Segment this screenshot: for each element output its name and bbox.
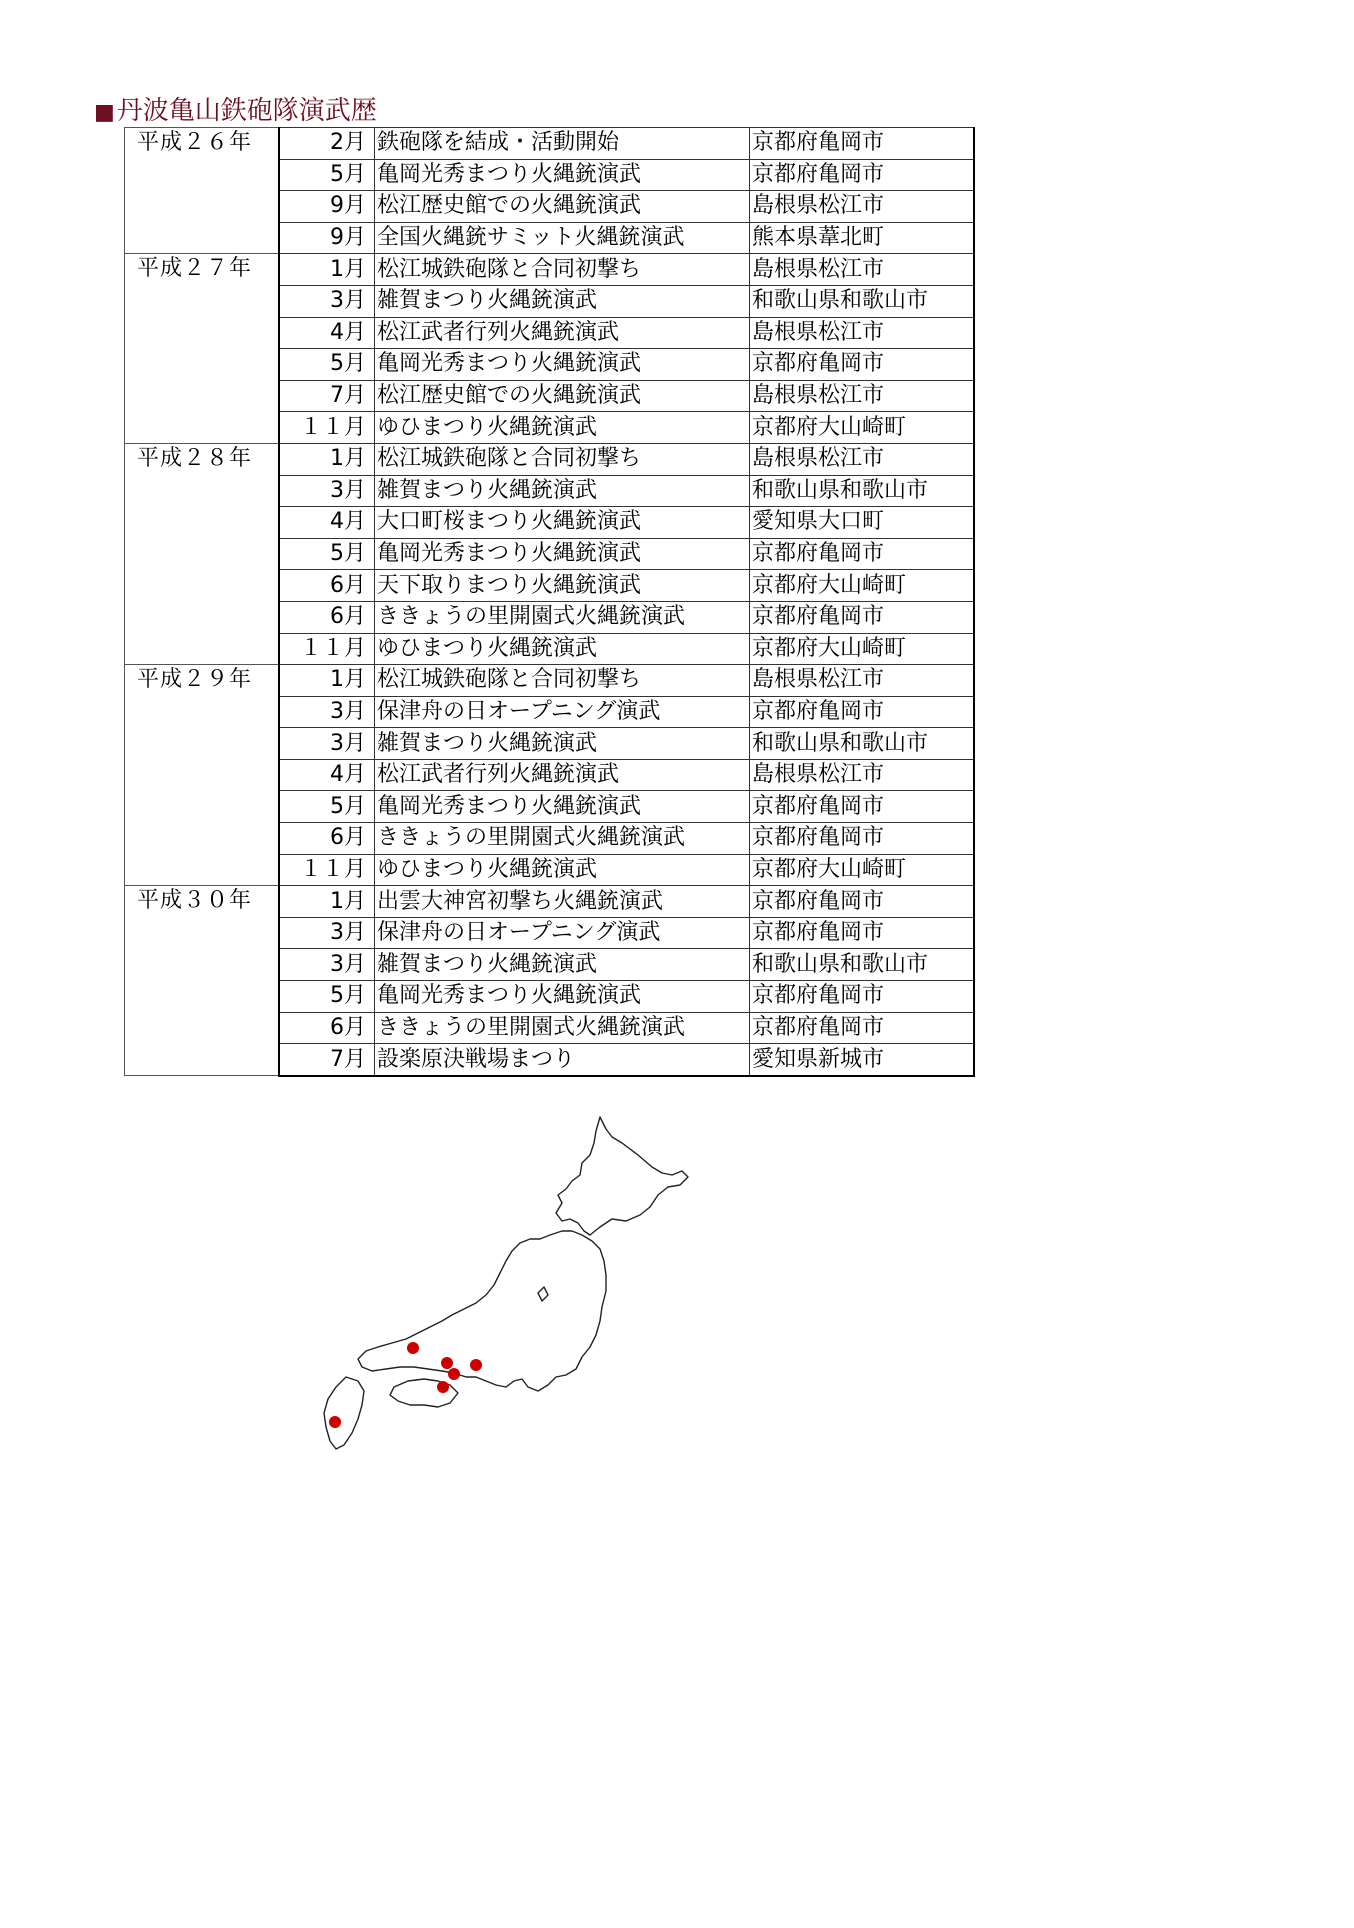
marker-matsue [407, 1342, 419, 1354]
year-cell: 平成３０年 [125, 886, 280, 1076]
month-cell: 3月 [279, 285, 375, 317]
table-row [125, 254, 975, 286]
year-cell: 平成２７年 [125, 254, 280, 444]
place-cell: 島根県松江市 [750, 317, 975, 349]
event-cell: 亀岡光秀まつり火縄銃演武 [375, 349, 750, 381]
month-cell: 5月 [279, 349, 375, 381]
month-cell: 7月 [279, 380, 375, 412]
month-cell: １１月 [279, 854, 375, 886]
place-cell: 京都府大山崎町 [750, 854, 975, 886]
page-title [94, 90, 377, 127]
event-cell: 松江武者行列火縄銃演武 [375, 317, 750, 349]
table-row [125, 886, 975, 918]
event-cell: 松江城鉄砲隊と合同初撃ち [375, 443, 750, 475]
event-cell: 雑賀まつり火縄銃演武 [375, 475, 750, 507]
month-cell: 3月 [279, 475, 375, 507]
month-cell: 6月 [279, 601, 375, 633]
month-cell: 5月 [279, 538, 375, 570]
event-cell: 亀岡光秀まつり火縄銃演武 [375, 981, 750, 1013]
event-cell: 亀岡光秀まつり火縄銃演武 [375, 159, 750, 191]
history-table [124, 127, 975, 1077]
table-row [125, 665, 975, 697]
place-cell: 京都府亀岡市 [750, 601, 975, 633]
table-row [125, 443, 975, 475]
place-cell: 和歌山県和歌山市 [750, 949, 975, 981]
event-cell: 松江武者行列火縄銃演武 [375, 759, 750, 791]
year-cell: 平成２６年 [125, 128, 280, 254]
place-cell: 京都府亀岡市 [750, 349, 975, 381]
month-cell: 1月 [279, 886, 375, 918]
event-cell: 松江歴史館での火縄銃演武 [375, 191, 750, 223]
place-cell: 京都府大山崎町 [750, 633, 975, 665]
month-cell: １１月 [279, 633, 375, 665]
place-cell: 和歌山県和歌山市 [750, 285, 975, 317]
month-cell: 1月 [279, 665, 375, 697]
marker-kameoka [441, 1357, 453, 1369]
month-cell: 1月 [279, 254, 375, 286]
place-cell: 京都府大山崎町 [750, 412, 975, 444]
place-cell: 京都府亀岡市 [750, 696, 975, 728]
month-cell: 7月 [279, 1044, 375, 1076]
month-cell: 9月 [279, 222, 375, 254]
event-cell: ゆひまつり火縄銃演武 [375, 412, 750, 444]
year-cell: 平成２９年 [125, 665, 280, 886]
place-cell: 京都府亀岡市 [750, 917, 975, 949]
month-cell: 3月 [279, 728, 375, 760]
event-cell: 松江歴史館での火縄銃演武 [375, 380, 750, 412]
place-cell: 京都府亀岡市 [750, 791, 975, 823]
month-cell: 4月 [279, 507, 375, 539]
month-cell: 4月 [279, 317, 375, 349]
place-cell: 島根県松江市 [750, 443, 975, 475]
event-cell: 松江城鉄砲隊と合同初撃ち [375, 254, 750, 286]
place-cell: 愛知県新城市 [750, 1044, 975, 1076]
place-cell: 京都府亀岡市 [750, 128, 975, 160]
place-cell: 京都府亀岡市 [750, 886, 975, 918]
month-cell: 6月 [279, 823, 375, 855]
month-cell: 5月 [279, 791, 375, 823]
marker-oyamazaki [448, 1368, 460, 1380]
place-cell: 島根県松江市 [750, 665, 975, 697]
event-cell: 雑賀まつり火縄銃演武 [375, 285, 750, 317]
place-cell: 京都府亀岡市 [750, 538, 975, 570]
event-cell: 亀岡光秀まつり火縄銃演武 [375, 538, 750, 570]
title-bullet: ■ [94, 100, 115, 125]
marker-wakayama [437, 1381, 449, 1393]
place-cell: 京都府大山崎町 [750, 570, 975, 602]
place-cell: 京都府亀岡市 [750, 1012, 975, 1044]
year-cell: 平成２８年 [125, 443, 280, 664]
event-cell: 雑賀まつり火縄銃演武 [375, 949, 750, 981]
month-cell: 6月 [279, 570, 375, 602]
place-cell: 和歌山県和歌山市 [750, 475, 975, 507]
place-cell: 島根県松江市 [750, 191, 975, 223]
marker-aichi [470, 1359, 482, 1371]
event-cell: ききょうの里開園式火縄銃演武 [375, 601, 750, 633]
place-cell: 京都府亀岡市 [750, 823, 975, 855]
japan-map [300, 1115, 720, 1455]
month-cell: 5月 [279, 981, 375, 1013]
place-cell: 島根県松江市 [750, 759, 975, 791]
event-cell: 松江城鉄砲隊と合同初撃ち [375, 665, 750, 697]
place-cell: 島根県松江市 [750, 254, 975, 286]
event-cell: 鉄砲隊を結成・活動開始 [375, 128, 750, 160]
hokkaido-outline [556, 1117, 688, 1235]
honshu-outline [358, 1231, 606, 1391]
title-text: 丹波亀山鉄砲隊演武歴 [116, 96, 377, 126]
event-cell: 保津舟の日オープニング演武 [375, 696, 750, 728]
place-cell: 熊本県葦北町 [750, 222, 975, 254]
event-cell: ゆひまつり火縄銃演武 [375, 633, 750, 665]
event-cell: ききょうの里開園式火縄銃演武 [375, 1012, 750, 1044]
month-cell: １１月 [279, 412, 375, 444]
place-cell: 島根県松江市 [750, 380, 975, 412]
event-cell: 天下取りまつり火縄銃演武 [375, 570, 750, 602]
kyushu-outline [324, 1377, 364, 1449]
month-cell: 5月 [279, 159, 375, 191]
month-cell: 2月 [279, 128, 375, 160]
event-cell: 大口町桜まつり火縄銃演武 [375, 507, 750, 539]
table-row [125, 128, 975, 160]
marker-kumamoto [329, 1416, 341, 1428]
month-cell: 3月 [279, 917, 375, 949]
month-cell: 4月 [279, 759, 375, 791]
event-cell: 設楽原決戦場まつり [375, 1044, 750, 1076]
month-cell: 1月 [279, 443, 375, 475]
sado-outline [538, 1287, 548, 1301]
event-cell: ききょうの里開園式火縄銃演武 [375, 823, 750, 855]
event-cell: 保津舟の日オープニング演武 [375, 917, 750, 949]
shikoku-outline [390, 1379, 458, 1407]
month-cell: 6月 [279, 1012, 375, 1044]
month-cell: 3月 [279, 696, 375, 728]
month-cell: 3月 [279, 949, 375, 981]
place-cell: 愛知県大口町 [750, 507, 975, 539]
month-cell: 9月 [279, 191, 375, 223]
event-cell: 全国火縄銃サミット火縄銃演武 [375, 222, 750, 254]
event-cell: 亀岡光秀まつり火縄銃演武 [375, 791, 750, 823]
place-cell: 京都府亀岡市 [750, 981, 975, 1013]
event-cell: 雑賀まつり火縄銃演武 [375, 728, 750, 760]
place-cell: 京都府亀岡市 [750, 159, 975, 191]
event-cell: 出雲大神宮初撃ち火縄銃演武 [375, 886, 750, 918]
place-cell: 和歌山県和歌山市 [750, 728, 975, 760]
event-cell: ゆひまつり火縄銃演武 [375, 854, 750, 886]
